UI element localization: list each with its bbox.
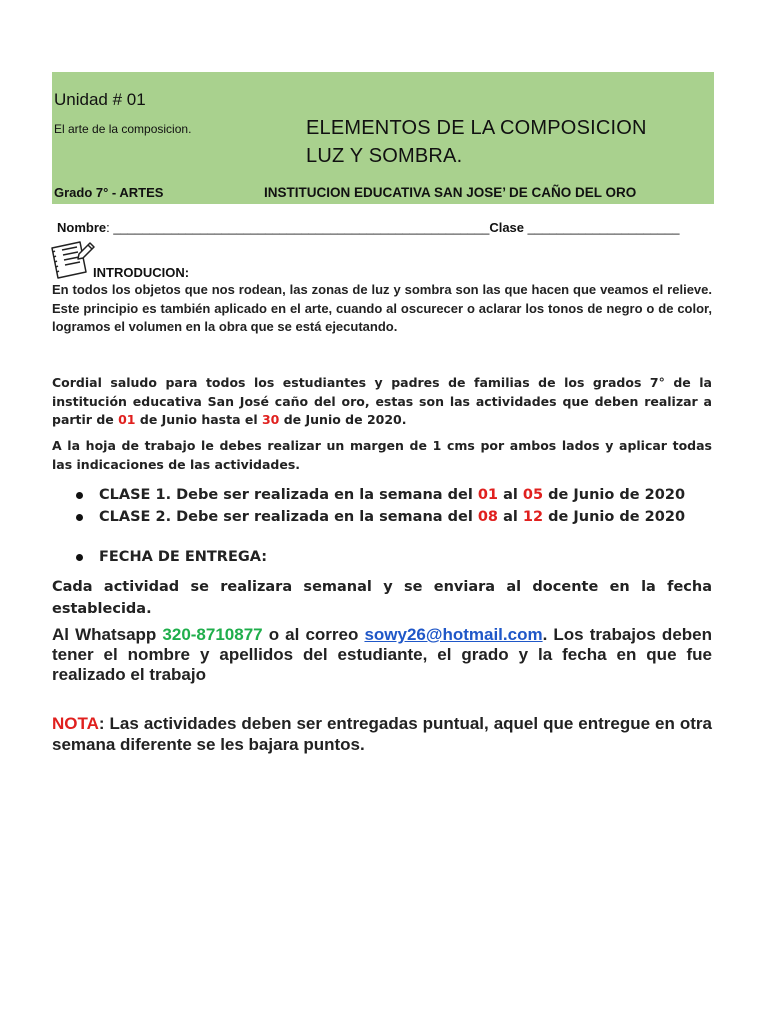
- student-name-line: [57, 220, 679, 235]
- contact-paragraph: [52, 625, 712, 685]
- intro-paragraph: En todos los objetos que nos rodean, las zonas de luz y sombra son las que hacen que veamos el relieve. Este principio es también aplicado en el arte, cuando al oscurecer o aclarar los tonos de negro o de color, logramos el volumen en la obra que se está ejecutando.: [52, 282, 712, 334]
- class-connector: al: [498, 509, 523, 525]
- class-schedule-list: [76, 484, 685, 528]
- class-blank: _____________________: [524, 220, 680, 235]
- weekly-delivery-text: Cada actividad se realizara semanal y se enviara al docente en la fecha establecida.: [52, 579, 712, 617]
- notebook-pencil-icon: [46, 238, 100, 284]
- unit-number: Unidad # 01: [54, 90, 146, 109]
- contact-middle: o al correo: [262, 625, 365, 644]
- header-banner: [52, 72, 714, 204]
- class-suffix: de Junio de 2020: [543, 509, 686, 525]
- list-item: [76, 506, 685, 528]
- note-text: : Las actividades deben ser entregadas puntual, aquel que entregue en otra semana diferente se les bajara puntos.: [52, 714, 712, 754]
- note-paragraph: [52, 713, 712, 755]
- grade-label: Grado 7° - ARTES: [54, 185, 164, 200]
- delivery-heading: FECHA DE ENTREGA:: [76, 546, 267, 568]
- delivery-list: [76, 546, 267, 568]
- name-blank: : ____________________________________________________: [106, 220, 490, 235]
- class-connector: al: [498, 487, 523, 503]
- greeting-end: de Junio de 2020.: [279, 412, 407, 428]
- class-text: CLASE 2. Debe ser realizada en la semana del: [99, 509, 478, 525]
- week-end: 05: [522, 487, 544, 503]
- title-line-1: ELEMENTOS DE LA COMPOSICION: [306, 117, 647, 139]
- unit-subtitle: El arte de la composicion.: [54, 122, 192, 136]
- class-suffix: de Junio de 2020: [543, 487, 686, 503]
- institution-name: INSTITUCION EDUCATIVA SAN JOSE’ DE CAÑO DEL ORO: [264, 185, 637, 200]
- week-start: 01: [477, 487, 499, 503]
- whatsapp-number: 320-8710877: [162, 625, 263, 644]
- contact-suffix: . Los trabajos deben tener el nombre y apellidos del estudiante, el grado y la fecha en que fue realizado el trabajo: [52, 625, 712, 684]
- week-end: 12: [522, 509, 544, 525]
- margin-instruction: A la hoja de trabajo le debes realizar un margen de 1 cms por ambos lados y aplicar todas las indicaciones de las actividades.: [52, 438, 712, 472]
- name-label: Nombre: [57, 220, 107, 235]
- contact-prefix: Al Whatsapp: [52, 625, 163, 644]
- note-label: NOTA: [52, 714, 99, 733]
- greeting-middle: de Junio hasta el: [135, 412, 262, 428]
- title-line-2: LUZ Y SOMBRA.: [306, 145, 463, 167]
- class-label: Clase: [489, 220, 525, 235]
- intro-heading: INTRODUCION:: [93, 265, 190, 280]
- document-title: [306, 114, 647, 170]
- list-item: [76, 484, 685, 506]
- class-text: CLASE 1. Debe ser realizada en la semana del: [99, 487, 478, 503]
- greeting-text: Cordial saludo para todos los estudiantes y padres de familias de los grados 7° de la institución educativa San José caño del oro, estas son las actividades que deben realizar a partir de: [52, 375, 712, 428]
- start-day: 01: [118, 412, 136, 428]
- week-start: 08: [477, 509, 499, 525]
- end-day: 30: [261, 412, 280, 428]
- greeting-paragraph: [52, 374, 712, 430]
- email-link[interactable]: sowy26@hotmail.com: [364, 625, 543, 644]
